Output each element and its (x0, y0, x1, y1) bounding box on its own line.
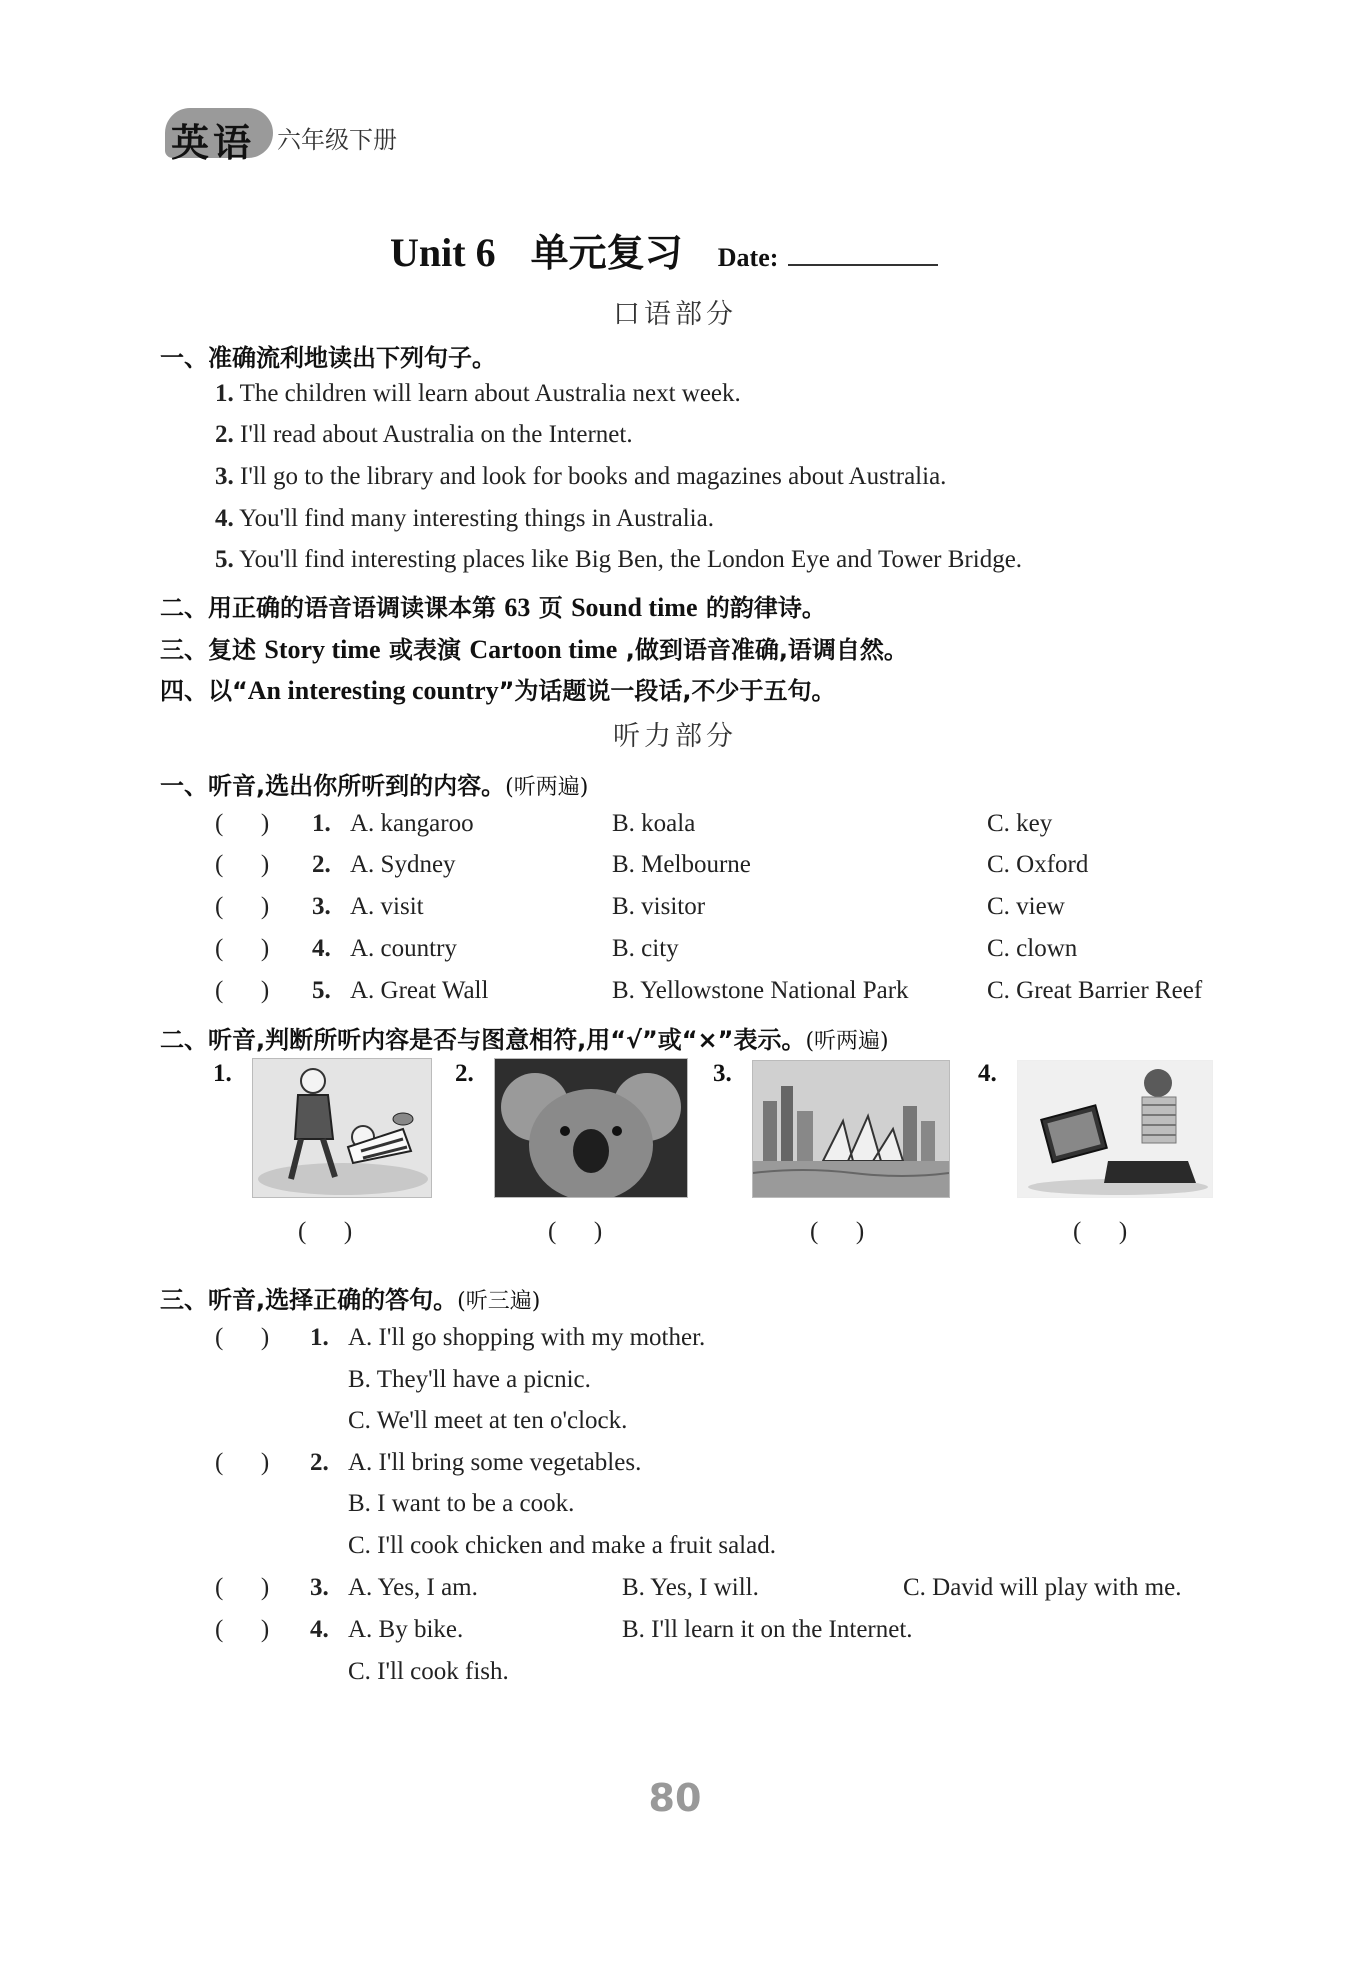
q1-answer-blank[interactable]: ( ) (215, 1324, 270, 1351)
oral-section-1-label: 一、准确流利地读出下列句子。 (160, 344, 496, 372)
unit-number: Unit 6 (390, 230, 496, 275)
l-sec1-text: 一、听音,选出你所听到的内容。 (160, 772, 506, 800)
sentence-5 (215, 546, 1022, 574)
item-number: 3. (312, 893, 331, 920)
option-a: A. visit (350, 893, 424, 920)
option-a: A. Sydney (350, 851, 456, 878)
q2-option-a: A. I'll bring some vegetables. (348, 1449, 642, 1476)
grade-label: 六年级下册 (277, 126, 397, 154)
option-c: C. Oxford (987, 851, 1089, 878)
sec4-part-c: ”为话题说一段话,不少于五句。 (498, 677, 836, 705)
choice-row-5 (0, 977, 1350, 1011)
l-sec3-note: (听三遍) (457, 1289, 541, 1314)
sentence-text: You'll find interesting places like Big Ben, the London Eye and Tower Bridge. (239, 546, 1023, 573)
oral-section-4-label (160, 671, 836, 706)
sec2-part-a: 二、用正确的语音语调读课本第 (160, 594, 496, 622)
q2-option-c: C. I'll cook chicken and make a fruit salad. (348, 1532, 776, 1559)
sec3-part-a: 三、复述 (160, 636, 256, 664)
sentence-text: I'll go to the library and look for books and magazines about Australia. (240, 463, 947, 490)
picture-4-answer-blank[interactable]: ( ) (1073, 1218, 1128, 1245)
q1-option-a: A. I'll go shopping with my mother. (348, 1324, 706, 1351)
sentence-1 (215, 380, 741, 408)
sec3-story-time: Story time (264, 635, 381, 664)
rugby-players-picture (252, 1058, 432, 1198)
oral-heading: 口语部分 (613, 299, 737, 330)
l-sec3-text: 三、听音,选择正确的答句。 (160, 1286, 458, 1314)
picture-number: 2. (455, 1060, 474, 1087)
picture-number: 1. (213, 1060, 232, 1087)
item-number: 2. (312, 851, 331, 878)
picture-number: 3. (713, 1060, 732, 1087)
sentence-text: You'll find many interesting things in Australia. (239, 505, 714, 532)
sentence-3 (215, 463, 946, 491)
sec4-part-a: 四、以“ (160, 677, 248, 705)
option-c: C. clown (987, 935, 1078, 962)
answer-blank[interactable]: ( ) (215, 810, 270, 837)
option-b: B. Melbourne (612, 851, 751, 878)
q2-answer-blank[interactable]: ( ) (215, 1449, 270, 1476)
q2-number: 2. (310, 1449, 329, 1476)
sentence-number: 3. (215, 463, 234, 490)
option-b: B. koala (612, 810, 696, 837)
sec3-cartoon-time: Cartoon time (469, 635, 618, 664)
sentence-number: 1. (215, 380, 234, 407)
oral-section-3-label (160, 630, 908, 665)
sentence-number: 5. (215, 546, 234, 573)
sentence-text: I'll read about Australia on the Internet. (240, 421, 633, 448)
q3-option-c: C. David will play with me. (903, 1574, 1182, 1601)
sec2-sound-time: Sound time (571, 593, 698, 622)
option-b: B. city (612, 935, 679, 962)
date-blank[interactable] (788, 244, 938, 266)
oral-section-2-label (160, 588, 826, 623)
listening-heading: 听力部分 (613, 721, 737, 752)
q4-option-b: B. I'll learn it on the Internet. (622, 1616, 913, 1643)
l-sec2-note: (听两遍) (805, 1029, 889, 1054)
koala-picture (494, 1058, 688, 1198)
q1-option-c: C. We'll meet at ten o'clock. (348, 1407, 628, 1434)
subject-header (165, 108, 625, 164)
item-number: 5. (312, 977, 331, 1004)
sec3-part-c: 或表演 (388, 636, 461, 664)
sec2-part-e: 的韵律诗。 (705, 594, 826, 622)
l-sec2-text: 二、听音,判断所听内容是否与图意相符,用“√”或“×”表示。 (160, 1026, 806, 1054)
listening-section-1-label (160, 766, 588, 801)
option-a: A. country (350, 935, 457, 962)
answer-blank[interactable]: ( ) (215, 977, 270, 1004)
item-number: 4. (312, 935, 331, 962)
option-c: C. view (987, 893, 1065, 920)
q4-answer-blank[interactable]: ( ) (215, 1616, 270, 1643)
sec4-topic: An interesting country (247, 676, 499, 705)
option-b: B. visitor (612, 893, 706, 920)
q1-option-b: B. They'll have a picnic. (348, 1366, 591, 1393)
choice-row-3 (0, 893, 1350, 927)
boy-with-computer-picture (1017, 1060, 1213, 1198)
answer-blank[interactable]: ( ) (215, 935, 270, 962)
listening-section-3-label (160, 1280, 540, 1315)
sec3-part-e: ,做到语音准确,语调自然。 (625, 636, 908, 664)
item-number: 1. (312, 810, 331, 837)
option-a: A. kangaroo (350, 810, 474, 837)
l-sec1-note: (听两遍) (505, 775, 589, 800)
option-c: C. key (987, 810, 1053, 837)
q3-option-a: A. Yes, I am. (348, 1574, 478, 1601)
sec2-page-number: 63 (504, 593, 531, 622)
sentence-2 (215, 421, 633, 449)
q3-number: 3. (310, 1574, 329, 1601)
picture-2-answer-blank[interactable]: ( ) (548, 1218, 603, 1245)
q1-number: 1. (310, 1324, 329, 1351)
choice-row-4 (0, 935, 1350, 969)
listening-section-2-label (160, 1020, 889, 1055)
q2-option-b: B. I want to be a cook. (348, 1490, 575, 1517)
unit-name: 单元复习 (530, 230, 683, 275)
sec2-part-c: 页 (538, 594, 563, 622)
option-b: B. Yellowstone National Park (612, 977, 909, 1004)
sydney-opera-house-picture (752, 1060, 950, 1198)
sentence-text: The children will learn about Australia next week. (239, 380, 741, 407)
q3-option-b: B. Yes, I will. (622, 1574, 759, 1601)
picture-1-answer-blank[interactable]: ( ) (298, 1218, 353, 1245)
choice-row-1 (0, 810, 1350, 844)
option-a: A. Great Wall (350, 977, 489, 1004)
option-c: C. Great Barrier Reef (987, 977, 1203, 1004)
page-number: 80 (648, 1776, 702, 1820)
answer-blank[interactable]: ( ) (215, 893, 270, 920)
page-title (390, 222, 1010, 282)
date-label: Date: (717, 243, 779, 272)
q3-answer-blank[interactable]: ( ) (215, 1574, 270, 1601)
picture-3-answer-blank[interactable]: ( ) (810, 1218, 865, 1245)
subject-title: 英语 (171, 121, 256, 165)
picture-number: 4. (978, 1060, 997, 1087)
q4-option-a: A. By bike. (348, 1616, 464, 1643)
answer-blank[interactable]: ( ) (215, 851, 270, 878)
sentence-number: 2. (215, 421, 234, 448)
sentence-number: 4. (215, 505, 234, 532)
sentence-4 (215, 505, 714, 533)
q4-option-c: C. I'll cook fish. (348, 1658, 509, 1685)
choice-row-2 (0, 851, 1350, 885)
q4-number: 4. (310, 1616, 329, 1643)
